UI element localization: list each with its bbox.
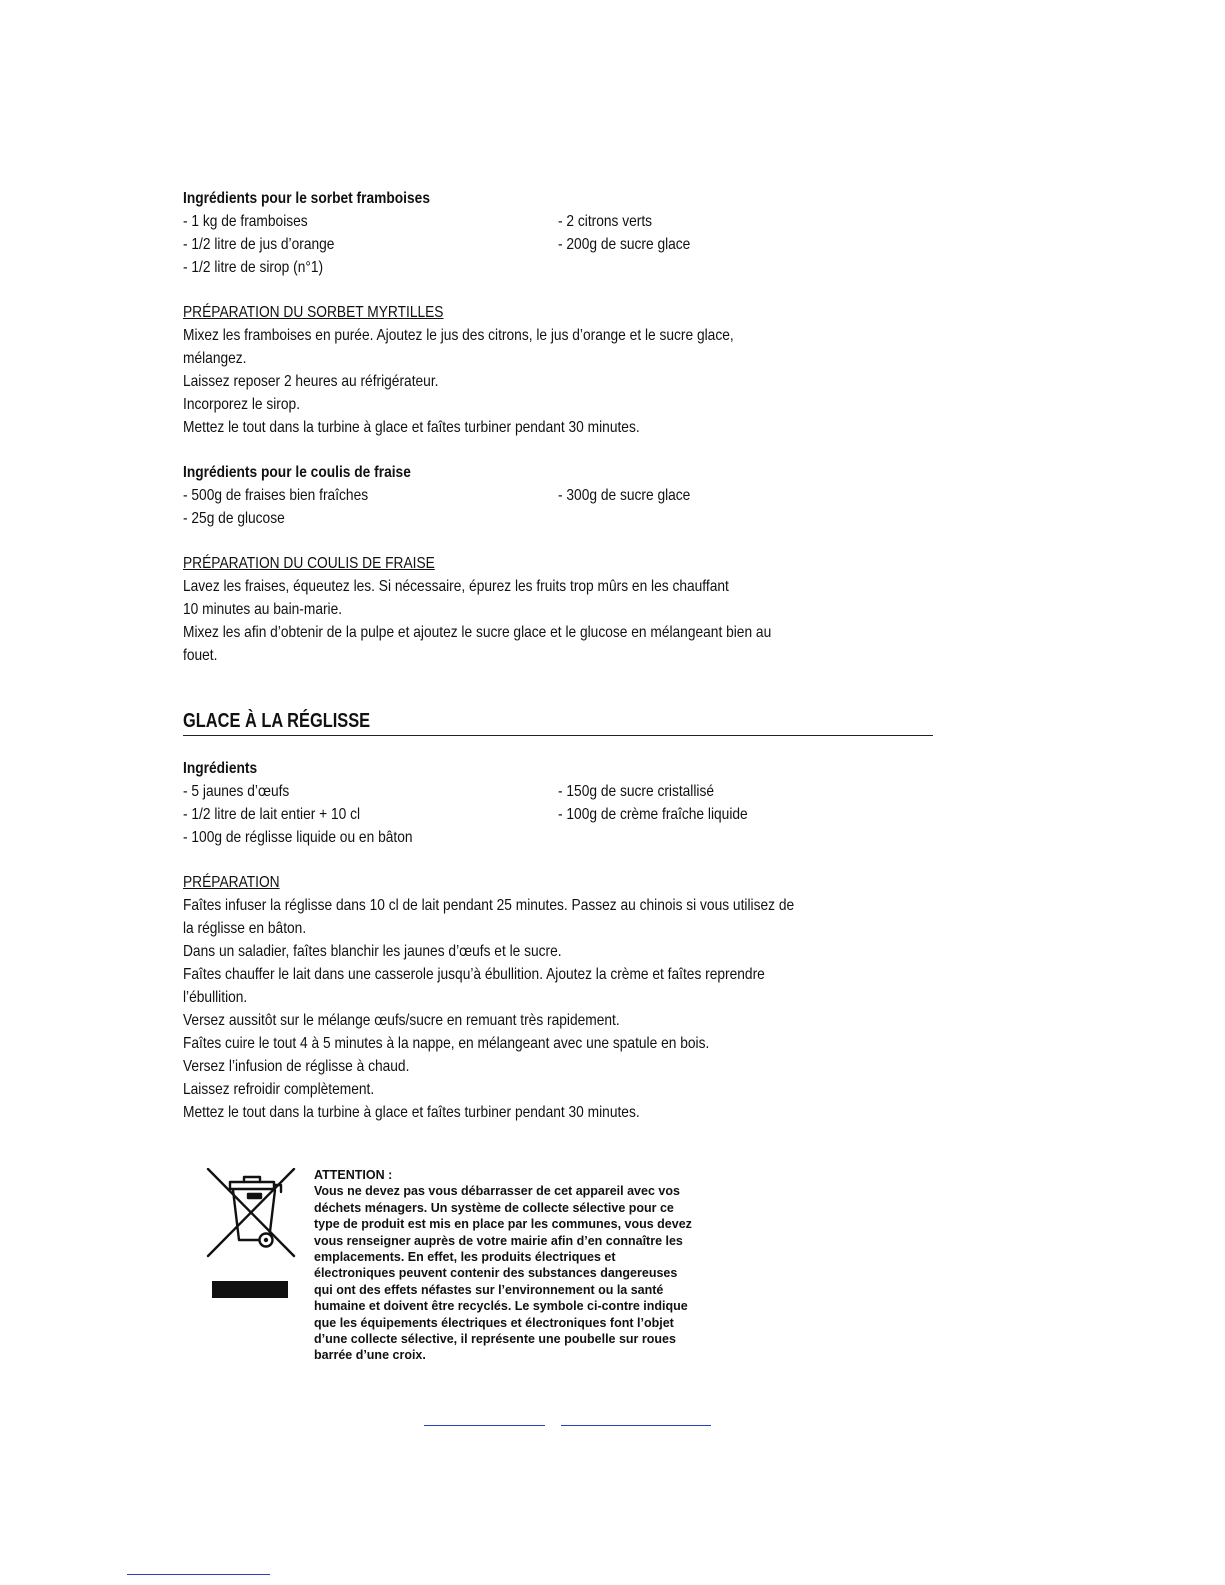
ingredient-item: - 5 jaunes d’œufs <box>183 783 290 800</box>
ingredient-item: - 200g de sucre glace <box>558 236 691 253</box>
instruction-line: Mixez les framboises en purée. Ajoutez le jus des citrons, le jus d’orange et le sucre glace, <box>183 327 734 344</box>
instruction-line: Versez l’infusion de réglisse à chaud. <box>183 1058 410 1075</box>
ingredient-item: - 500g de fraises bien fraîches <box>183 487 369 504</box>
notice-line: ATTENTION : <box>314 1168 393 1182</box>
notice-line: Vous ne devez pas vous débarrasser de cet appareil avec vos <box>314 1184 680 1199</box>
recycling-notice <box>314 1167 834 1364</box>
instruction-line: Faîtes infuser la réglisse dans 10 cl de lait pendant 25 minutes. Passez au chinois si vous utilisez de <box>183 897 795 914</box>
instruction-line: mélangez. <box>183 350 247 367</box>
sorbet-ingredients-heading: Ingrédients pour le sorbet framboises <box>183 190 430 207</box>
ingredient-item: - 300g de sucre glace <box>558 487 691 504</box>
ingredient-item: - 25g de glucose <box>183 510 285 527</box>
notice-line: emplacements. En effet, les produits électriques et <box>314 1250 616 1265</box>
link-underline[interactable] <box>424 1425 545 1426</box>
instruction-line: Incorporez le sirop. <box>183 396 301 413</box>
notice-line: électroniques peuvent contenir des substances dangereuses <box>314 1266 678 1281</box>
ingredient-item: - 2 citrons verts <box>558 213 653 230</box>
instruction-line: Mixez les afin d’obtenir de la pulpe et ajoutez le sucre glace et le glucose en mélangeant bien au <box>183 624 772 641</box>
coulis-ingredients-heading: Ingrédients pour le coulis de fraise <box>183 464 411 481</box>
link-underline[interactable] <box>127 1574 270 1575</box>
instruction-line: Mettez le tout dans la turbine à glace et faîtes turbiner pendant 30 minutes. <box>183 419 640 436</box>
instruction-line: Faîtes cuire le tout 4 à 5 minutes à la nappe, en mélangeant avec une spatule en bois. <box>183 1035 710 1052</box>
instruction-line: Versez aussitôt sur le mélange œufs/sucre en remuant très rapidement. <box>183 1012 620 1029</box>
ingredient-item: - 100g de réglisse liquide ou en bâton <box>183 829 413 846</box>
instruction-line: Mettez le tout dans la turbine à glace et faîtes turbiner pendant 30 minutes. <box>183 1104 640 1121</box>
notice-line: qui ont des effets néfastes sur l’environnement ou la santé <box>314 1282 664 1297</box>
instruction-line: Laissez reposer 2 heures au réfrigérateur. <box>183 373 439 390</box>
instruction-line: Faîtes chauffer le lait dans une casserole jusqu’à ébullition. Ajoutez la crème et faîtes reprendre <box>183 966 765 983</box>
notice-line: déchets ménagers. Un système de collecte sélective pour ce <box>314 1200 674 1215</box>
notice-line: vous renseigner auprès de votre mairie afin d’en connaître les <box>314 1233 683 1248</box>
notice-line: d’une collecte sélective, il représente une poubelle sur roues <box>314 1332 676 1347</box>
notice-line: que les équipements électriques et électroniques font l’objet <box>314 1315 674 1330</box>
ingredient-item: - 1/2 litre de sirop (n°1) <box>183 259 324 276</box>
reglisse-ingredients-heading: Ingrédients <box>183 760 258 777</box>
notice-line: type de produit est mis en place par les communes, vous devez <box>314 1217 692 1232</box>
instruction-line: la réglisse en bâton. <box>183 920 307 937</box>
ingredient-item: - 1 kg de framboises <box>183 213 308 230</box>
crossed-out-wheelie-bin-icon <box>206 1168 298 1301</box>
instruction-line: Lavez les fraises, équeutez les. Si nécessaire, épurez les fruits trop mûrs en les chauffant <box>183 578 729 595</box>
sorbet-preparation-heading: PRÉPARATION DU SORBET MYRTILLES <box>183 304 444 321</box>
ingredient-item: - 150g de sucre cristallisé <box>558 783 715 800</box>
notice-line: barrée d’une croix. <box>314 1348 426 1363</box>
instruction-line: l’ébullition. <box>183 989 248 1006</box>
instruction-line: Laissez refroidir complètement. <box>183 1081 375 1098</box>
ingredient-item: - 100g de crème fraîche liquide <box>558 806 748 823</box>
link-underline[interactable] <box>561 1425 711 1426</box>
notice-line: humaine et doivent être recyclés. Le symbole ci-contre indique <box>314 1299 688 1314</box>
ingredient-item: - 1/2 litre de lait entier + 10 cl <box>183 806 361 823</box>
section-title: GLACE À LA RÉGLISSE <box>183 710 371 732</box>
instruction-line: fouet. <box>183 647 218 664</box>
title-underline-divider <box>183 735 933 736</box>
ingredient-item: - 1/2 litre de jus d’orange <box>183 236 335 253</box>
coulis-preparation-heading: PRÉPARATION DU COULIS DE FRAISE <box>183 555 435 572</box>
reglisse-preparation-heading: PRÉPARATION <box>183 874 280 891</box>
instruction-line: 10 minutes au bain-marie. <box>183 601 343 618</box>
instruction-line: Dans un saladier, faîtes blanchir les jaunes d’œufs et le sucre. <box>183 943 562 960</box>
